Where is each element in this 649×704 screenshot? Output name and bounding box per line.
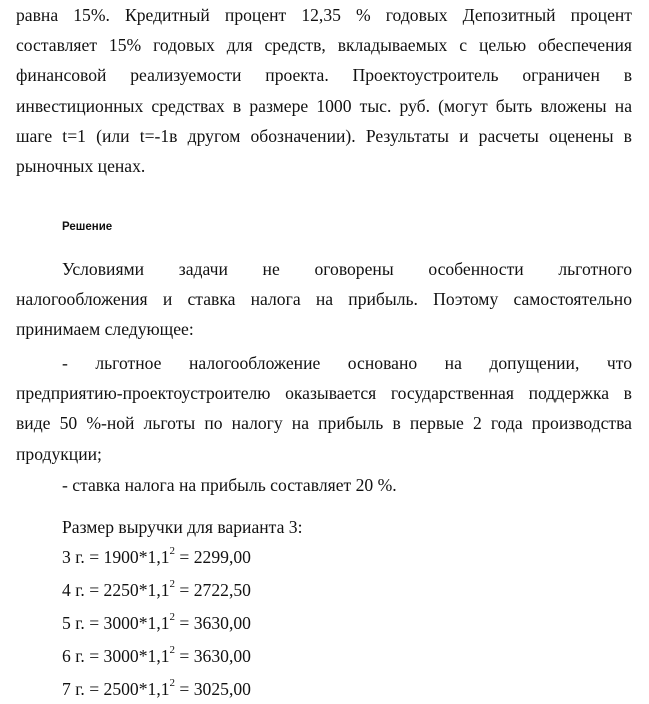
revenue-row-year-4: 4 г. = $2250*1,1^2 = 2722,50$: [62, 578, 251, 600]
conditions-paragraph: [16, 254, 632, 345]
revenue-row-year-3: 3 г. = $1900*1,1^2 = 2299,00$: [62, 545, 251, 567]
text-line: виде 50 %-ной льготы по налогу на прибыль в первые 2 года производства: [16, 413, 632, 434]
text-line: Условиями задачи не оговорены особенности льготного: [62, 259, 632, 279]
assumption-tax-rate: - ставка налога на прибыль составляет 20 %.: [62, 475, 397, 495]
text-line: инвестиционных средствах в размере 1000 тыс. руб. (могут быть вложены на: [16, 95, 632, 116]
text-line: финансовой реализуемости проекта. Проектоустроитель ограничен в: [16, 65, 632, 86]
assumption-preferential-tax: [16, 348, 632, 469]
text-line: налогообложения и ставка налога на прибыль. Поэтому самостоятельно: [16, 289, 632, 310]
intro-paragraph: [16, 0, 632, 181]
text-line: продукции;: [16, 443, 102, 464]
text-line: - льготное налогообложение основано на допущении, что: [62, 353, 632, 373]
text-line: шаге t=1 (или t=-1в другом обозначении). Результаты и расчеты оценены в: [16, 125, 632, 146]
text-line: равна 15%. Кредитный процент 12,35 % годовых Депозитный процент: [16, 5, 632, 25]
text-line: принимаем следующее:: [16, 319, 194, 340]
revenue-row-year-5: 5 г. = $3000*1,1^2 = 3630,00$: [62, 611, 251, 633]
solution-heading: Решение: [62, 221, 113, 233]
text-line: предприятию-проектоустроителю оказывается государственная поддержка в: [16, 383, 632, 404]
revenue-row-year-6: 6 г. = $3000*1,1^2 = 3630,00$: [62, 644, 251, 666]
text-line: рыночных ценах.: [16, 156, 146, 177]
revenue-title: Размер выручки для варианта 3:: [62, 517, 303, 537]
revenue-row-year-7: 7 г. = $2500*1,1^2 = 3025,00$: [62, 677, 251, 699]
text-line: составляет 15% годовых для средств, вкладываемых с целью обеспечения: [16, 35, 632, 56]
